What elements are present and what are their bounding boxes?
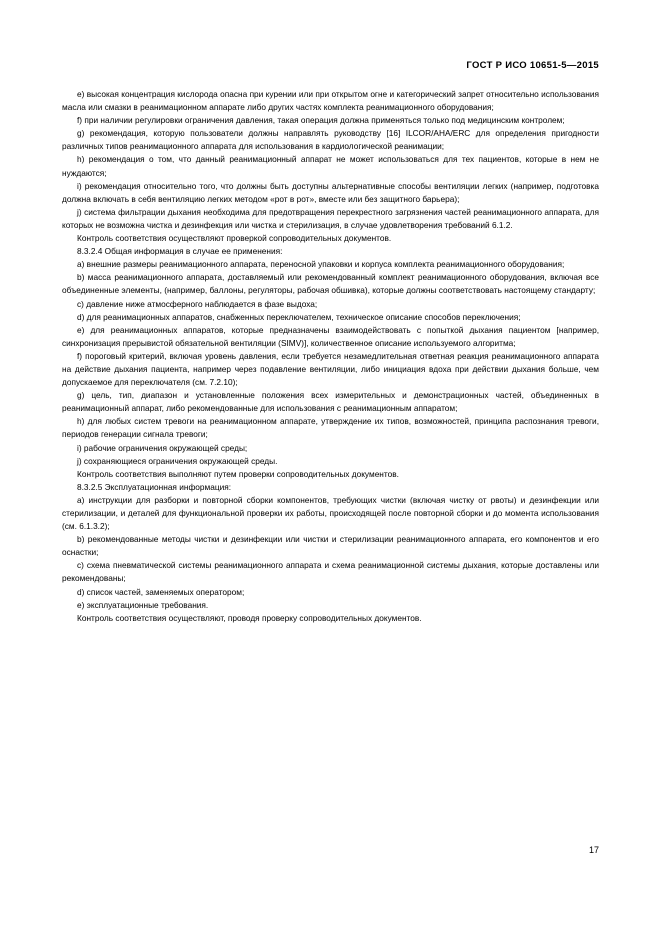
paragraph: е) высокая концентрация кислорода опасна при курении или при открытом огне и категорический запрет относительно использования масла или смазки в реанимационном аппарате либо других частях комплекта реанимационного оборудования; <box>62 89 599 113</box>
section-heading: 8.3.2.4 Общая информация в случае ее применения: <box>77 246 283 257</box>
page-number: 17 <box>588 845 599 855</box>
paragraph: g) цель, тип, диапазон и установленные положения всех измерительных и демонстрационных частей, объединенных в реанимационный аппарат, либо рекомендованные для использования с реанимационным аппаратом; <box>62 390 599 414</box>
document-body <box>62 88 599 625</box>
paragraph: i) рекомендация относительно того, что должны быть доступны альтернативные способы вентиляции легких (например, подготовка должна включать в себя вентиляцию легких методом «рот в рот», вместе или без защитного барьера); <box>62 180 599 204</box>
paragraph: h) рекомендация о том, что данный реанимационный аппарат не может использоваться для тех пациентов, которые в нем не нуждаются; <box>62 154 599 178</box>
paragraph: e) эксплуатационные требования. <box>77 599 209 610</box>
paragraph: d) список частей, заменяемых оператором; <box>77 586 245 597</box>
compliance-note: Контроль соответствия осуществляют, проводя проверку сопроводительных документов. <box>77 612 422 623</box>
paragraph: i) рабочие ограничения окружающей среды; <box>77 442 248 453</box>
paragraph: a) внешние размеры реанимационного аппарата, переносной упаковки и корпуса комплекта реанимационного оборудования; <box>77 259 565 270</box>
paragraph: b) рекомендованные методы чистки и дезинфекции или чистки и стерилизации реанимационного аппарата, его компонентов и его оснастки; <box>62 534 599 558</box>
paragraph: h) для любых систем тревоги на реанимационном аппарате, утверждение их типов, возможностей, принципа распознания тревоги, периодов генерации сигнала тревоги; <box>62 416 599 440</box>
paragraph: f) при наличии регулировки ограничения давления, такая операция должна применяться только под медицинским контролем; <box>77 115 565 126</box>
paragraph: j) система фильтрации дыхания необходима для предотвращения перекрестного загрязнения частей реанимационного аппарата, для которых не возможна чистка и дезинфекция или чистка и стерилизация, в случае удовлетворения требований 6.1.2. <box>62 206 599 230</box>
section-heading: 8.3.2.5 Эксплуатационная информация: <box>77 481 232 492</box>
paragraph: j) сохраняющиеся ограничения окружающей среды. <box>77 455 278 466</box>
paragraph: f) пороговый критерий, включая уровень давления, если требуется незамедлительная ответная реакция реанимационного аппарата на действие дыхания пациента, например через подавление вентиляции, либо инициация вдоха при действии дыхания больше, чем допускаемое для переключателя (см. 7.2.10); <box>62 350 599 388</box>
paragraph: d) для реанимационных аппаратов, снабженных переключателем, техническое описание способов переключения; <box>77 311 521 322</box>
paragraph: e) для реанимационных аппаратов, которые предназначены взаимодействовать с попыткой дыхания пациентом [например, синхронизация прерывистой обязательной вентиляции (SIMV)], количественное описание используемого алгоритма; <box>62 324 599 348</box>
page-header: ГОСТ Р ИСО 10651-5—2015 <box>466 60 599 71</box>
paragraph: c) схема пневматической системы реанимационного аппарата и схема реанимационной системы дыхания, которые доставлены или рекомендованы; <box>62 560 599 584</box>
compliance-note: Контроль соответствия осуществляют проверкой сопроводительных документов. <box>77 233 392 244</box>
paragraph: g) рекомендация, которую пользователи должны направлять руководству [16] ILCOR/AHA/ERC для определения пригодности различных типов реанимационного аппарата для использования в кардиологической реанимации; <box>62 128 599 152</box>
paragraph: b) масса реанимационного аппарата, доставляемый или рекомендованный комплект реанимационного оборудования, включая все объединенные элементы, (например, баллоны, регуляторы, рабочая обшивка), которые должны соответствовать настоящему стандарту; <box>62 272 599 296</box>
compliance-note: Контроль соответствия выполняют путем проверки сопроводительных документов. <box>77 468 399 479</box>
paragraph: c) давление ниже атмосферного наблюдается в фазе выдоха; <box>77 298 318 309</box>
paragraph: a) инструкции для разборки и повторной сборки компонентов, требующих чистки (включая чистку от рвоты) и дезинфекции или стерилизации, и деталей для функциональной проверки их работы, происходящей после повторной сборки и до момента использования (см. 6.1.3.2); <box>62 494 599 532</box>
